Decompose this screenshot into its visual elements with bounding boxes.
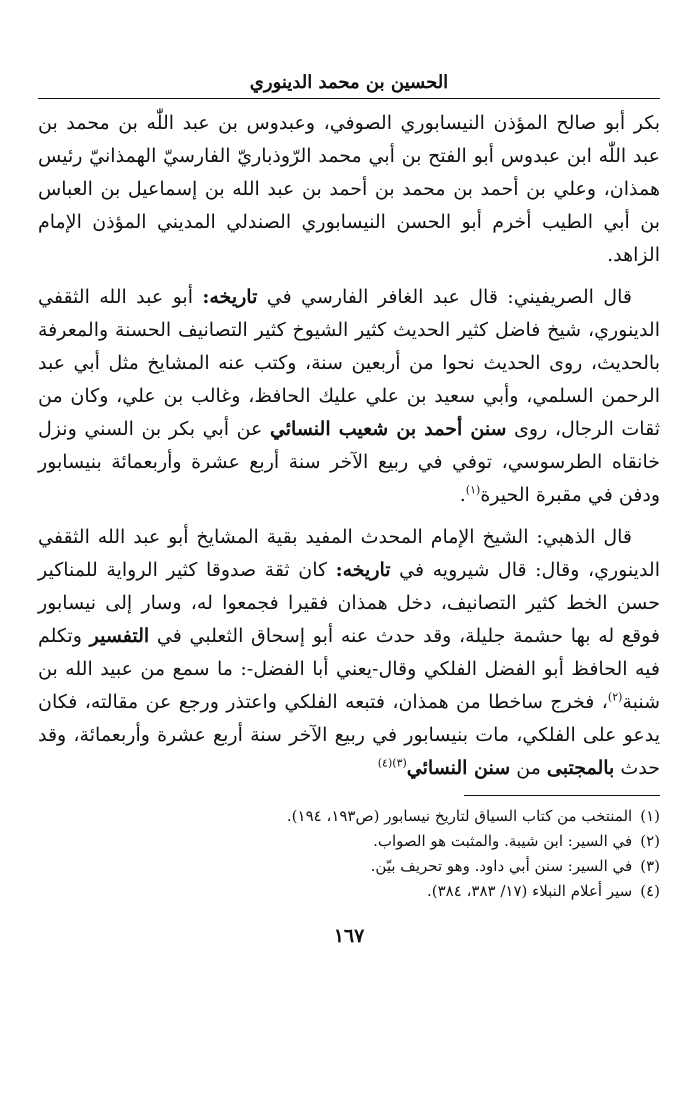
header-rule xyxy=(38,98,660,99)
paragraph xyxy=(38,281,660,512)
page-number: ١٦٧ xyxy=(333,925,365,947)
book-page xyxy=(38,70,660,1080)
text-run: أبو عبد الله الثقفي الدينوري، شيخ فاضل كثير الحديث كثير الشيوخ كثير التصانيف الحسنة والمعرفة بالحديث، روى الحديث نحوا من أربعين سنة، وكتب عنه المشايخ مثل أبي عبد الرحمن السلمي، وأبي سعيد بن علي عليك الحافظ، وغالب بن علي، وكان من ثقات الرجال، روى xyxy=(38,286,660,440)
text-run: قال الذهبي: الشيخ الإمام المحدث المفيد بقية المشايخ أبو عبد الله الثقفي الدينوري، وقال: قال شيرويه في xyxy=(38,526,660,581)
footnote-number: (١) xyxy=(640,807,660,825)
footnote-text: سير أعلام النبلاء (١٧/ ٣٨٣، ٣٨٤). xyxy=(427,882,633,900)
bold-text-run: سنن النسائي xyxy=(406,757,511,779)
bold-text-run: بالمجتبى xyxy=(546,757,615,779)
footnote-text: المنتخب من كتاب السياق لتاريخ نيسابور (ص١٩٣، ١٩٤). xyxy=(286,807,633,825)
paragraph xyxy=(38,107,660,272)
main-text xyxy=(38,107,660,785)
footnote xyxy=(38,829,660,854)
paragraph xyxy=(38,521,660,785)
footnote-reference: (٢) xyxy=(607,690,623,704)
bold-text-run: التفسير xyxy=(89,625,150,647)
running-header-title: الحسين بن محمد الدينوري xyxy=(249,72,449,93)
footnote-reference: (١) xyxy=(465,483,481,497)
footnote-reference: (٣)(٤) xyxy=(377,756,407,770)
text-run: عن أبي بكر بن السني ونزل خانقاه الطرسوسي، توفي في ربيع الآخر سنة أربع عشرة وأربعمائة بنيسابور ودفن في مقبرة الحيرة xyxy=(38,418,660,506)
text-run: من xyxy=(510,757,547,779)
footnote-text: في السير: ابن شيبة. والمثبت هو الصواب. xyxy=(373,832,633,850)
footnote-number: (٤) xyxy=(640,882,660,900)
footnote-number: (٣) xyxy=(640,857,660,875)
text-run: بكر أبو صالح المؤذن النيسابوري الصوفي، وعبدوس بن عبد اللّٰه بن محمد بن عبد اللّٰه ابن عبدوس أبو الفتح بن أبي محمد الرّوذباريّ الفارسيّ الهمذانيّ رئيس همذان، وعلي بن أحمد بن محمد بن أحمد بن عبد الله بن إسماعيل بن العباس بن أبي الطيب أخرم أبو الحسن النيسابوري الصندلي المديني المؤذن الإمام الزاهد. xyxy=(38,112,660,266)
footnote-number: (٢) xyxy=(640,832,660,850)
text-run: ، فخرج ساخطا من همذان، فتبعه الفلكي واعتذر ورجع عن مقالته، فكان يدعو على الفلكي، مات بنيسابور في ربيع الآخر سنة أربع عشرة وأربعمائة، وقد حدث xyxy=(38,691,660,779)
bold-text-run: تاريخه: xyxy=(335,559,391,581)
bold-text-run: تاريخه: xyxy=(202,286,258,308)
footnote xyxy=(38,879,660,904)
footnote xyxy=(38,854,660,879)
footnote xyxy=(38,804,660,829)
bold-text-run: سنن أحمد بن شعيب النسائي xyxy=(269,418,507,440)
footnotes-list xyxy=(38,804,660,904)
text-run: . xyxy=(459,484,466,506)
text-run: كان ثقة صدوقا كثير الرواية للمناكير حسن الخط كثير التصانيف، دخل همذان فقيرا فجمعوا له، وسار إلى نيسابور فوقع له بها حشمة جليلة، وقد حدث عنه أبو إسحاق الثعلبي في xyxy=(38,559,661,647)
footnote-text: في السير: سنن أبي داود. وهو تحريف بيّن. xyxy=(370,857,633,875)
text-run: قال الصريفيني: قال عبد الغافر الفارسي في xyxy=(257,286,632,308)
footnote-rule xyxy=(464,795,660,796)
text-run: وتكلم فيه الحافظ أبو الفضل الفلكي وقال-يعني أبا الفضل-: ما سمع من عبيد الله بن شنبة xyxy=(38,625,660,713)
